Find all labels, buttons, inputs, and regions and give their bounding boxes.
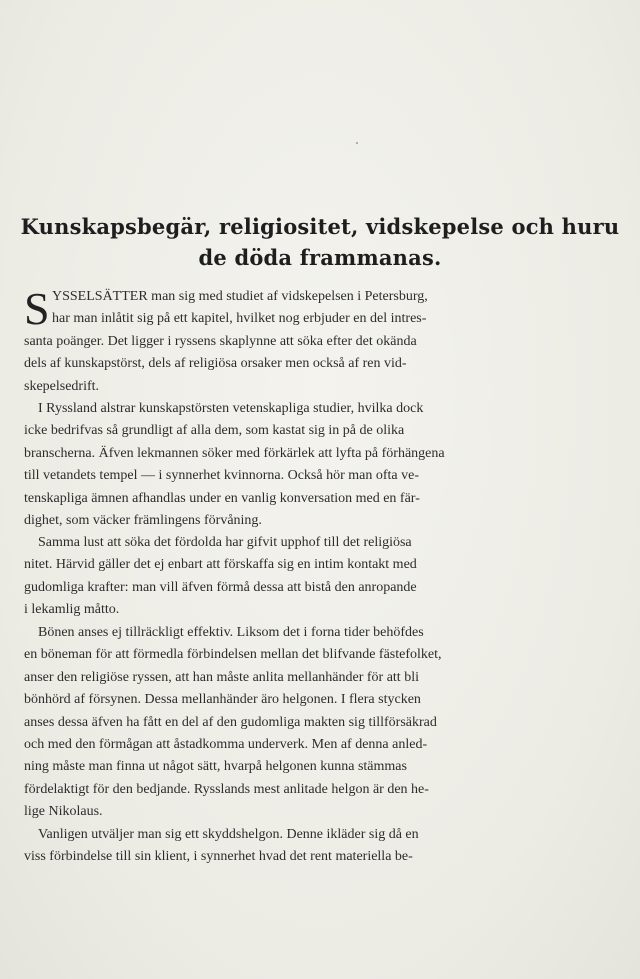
text-line: tenskapliga ämnen afhandlas under en vanlig konversation med en fär- [24,490,420,506]
chapter-title-line-1: Kunskapsbegär, religiositet, vidskepelse och huru [20,214,620,239]
text-line: santa poänger. Det ligger i ryssens skaplynne att söka efter det okända [24,333,417,349]
chapter-title-line-2: de döda frammanas. [198,245,442,270]
page-speck [356,142,358,144]
drop-cap: S [24,283,50,334]
text-line: icke bedrifvas så grundligt af alla dem, som kastat sig in på de olika [24,423,405,439]
text-line: och med den förmågan att åstadkomma underverk. Men af denna anled- [24,736,428,752]
text-line: till vetandets tempel — i synnerhet kvinnorna. Också hör man ofta ve- [24,468,420,484]
text-line: Samma lust att söka det fördolda har gifvit upphof till det religiösa [38,535,412,550]
paragraph-1 [24,283,534,398]
text-line: bönhörd af försynen. Dessa mellanhänder äro helgonen. I flera stycken [24,692,421,708]
paragraph-5 [24,824,534,869]
text-line: en böneman för att förmedla förbindelsen mellan det blifvande fästefolket, [24,647,442,663]
text-line: anser den religiöse ryssen, att han måste anlita mellanhänder för att bli [24,669,419,685]
paragraph-4 [24,622,534,824]
text-line: YSSELSÄTTER man sig med studiet af vidskepelsen i Petersburg, [52,289,428,304]
text-line: dels af kunskapstörst, dels af religiösa orsaker men också af ren vid- [24,356,407,372]
text-line: lige Nikolaus. [24,804,103,820]
paragraph-2 [24,398,534,532]
text-line: viss förbindelse till sin klient, i synnerhet hvad det rent materiella be- [24,849,413,865]
text-line: fördelaktigt för den bedjande. Rysslands mest anlitade helgon är den he- [24,781,429,797]
text-line: anses dessa äfven ha fått en del af den gudomliga makten sig tillförsäkrad [24,714,437,730]
text-line: Bönen anses ej tillräckligt effektiv. Liksom det i forna tider behöfdes [38,625,424,640]
text-line: branscherna. Äfven lekmannen söker med förkärlek att lyfta på förhängena [24,445,445,461]
text-line: skepelsedrift. [24,378,100,394]
text-line: har man inlåtit sig på ett kapitel, hvilket nog erbjuder en del intres- [52,311,427,327]
text-line: nitet. Härvid gäller det ej enbart att förskaffa sig en intim kontakt med [24,557,417,573]
text-line: i lekamlig måtto. [24,602,120,618]
text-line: gudomliga krafter: man vill äfven förmå dessa att bistå den anropande [24,579,417,595]
text-line: ning måste man finna ut något sätt, hvarpå helgonen kunna stämmas [24,759,407,775]
text-line: dighet, som väcker främlingens förvåning. [24,512,262,528]
text-line: I Ryssland alstrar kunskapstörsten vetenskapliga studier, hvilka dock [38,401,424,416]
text-line: Vanligen utväljer man sig ett skyddshelgon. Denne ikläder sig då en [38,827,419,842]
paragraph-3 [24,532,534,622]
